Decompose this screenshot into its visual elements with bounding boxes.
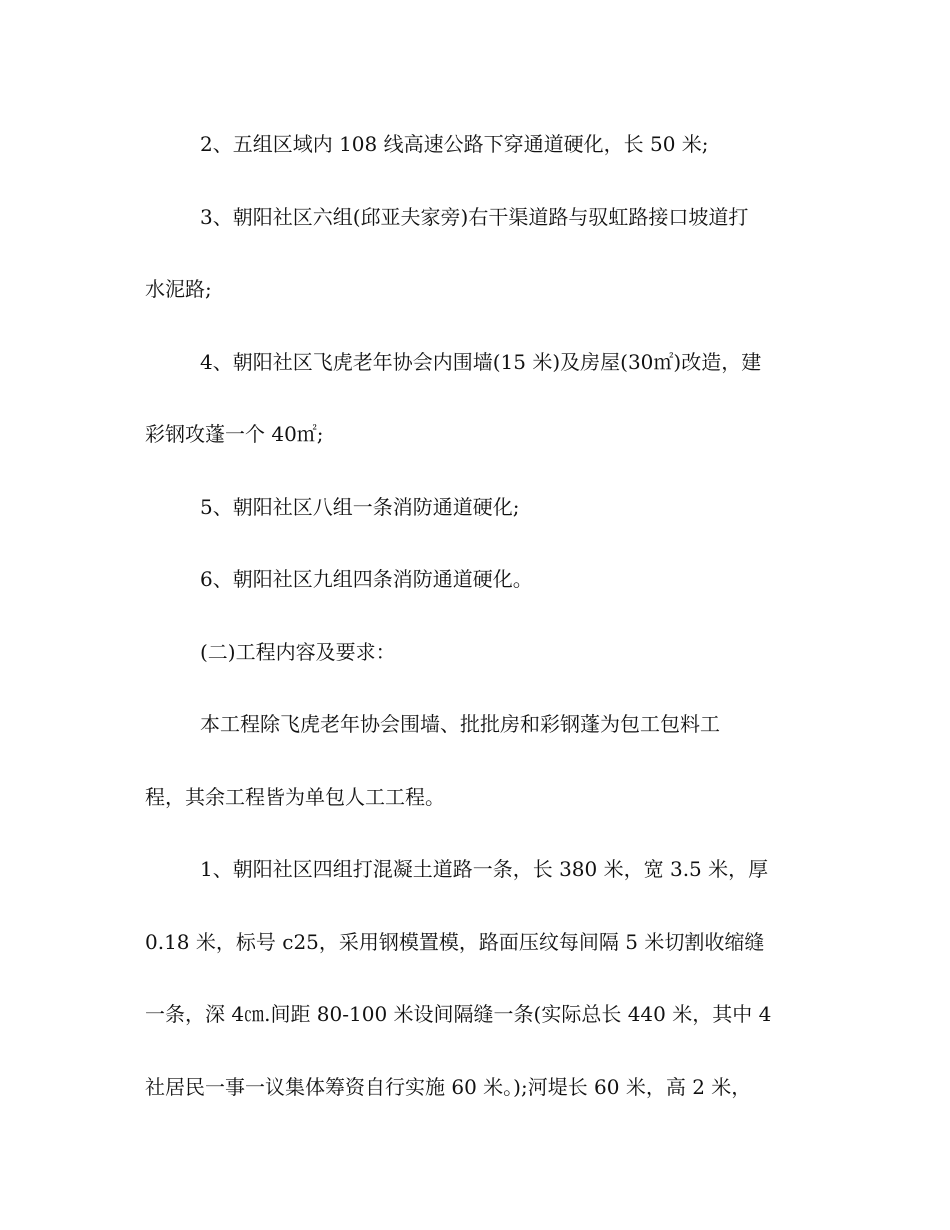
paragraph-line: 社居民一事一议集体筹资自行实施 60 米。);河堤长 60 米，高 2 米， [145,1074,752,1099]
paragraph-line: 本工程除飞虎老年协会围墙、批批房和彩钢蓬为包工包料工 [200,712,720,736]
paragraph-line: 1、朝阳社区四组打混凝土道路一条，长 380 米，宽 3.5 米，厚 [200,857,769,881]
paragraph-line: 0.18 米，标号 c25，采用钢模置模，路面压纹每间隔 5 米切割收缩缝 [145,929,765,954]
paragraph-line: 5、朝阳社区八组一条消防通道硬化; [200,494,520,519]
document-body [145,120,810,1135]
paragraph-line: 水泥路; [145,277,212,301]
paragraph-line: 2、五组区域内 108 线高速公路下穿通道硬化，长 50 米; [200,132,709,156]
paragraph-line: 彩钢攻蓬一个 40㎡; [145,422,324,446]
paragraph-line: 程，其余工程皆为单包人工工程。 [145,784,445,809]
paragraph-line: 6、朝阳社区九组四条消防通道硬化。 [200,567,533,591]
section-heading: (二)工程内容及要求： [200,639,396,664]
paragraph-line: 3、朝阳社区六组(邱亚夫家旁)右干渠道路与驭虹路接口坡道打 [200,204,749,229]
paragraph-line: 一条，深 4㎝.间距 80-100 米设间隔缝一条(实际总长 440 米，其中 4 [145,1002,772,1026]
paragraph-line: 4、朝阳社区飞虎老年协会内围墙(15 米)及房屋(30㎡)改造，建 [200,349,762,374]
